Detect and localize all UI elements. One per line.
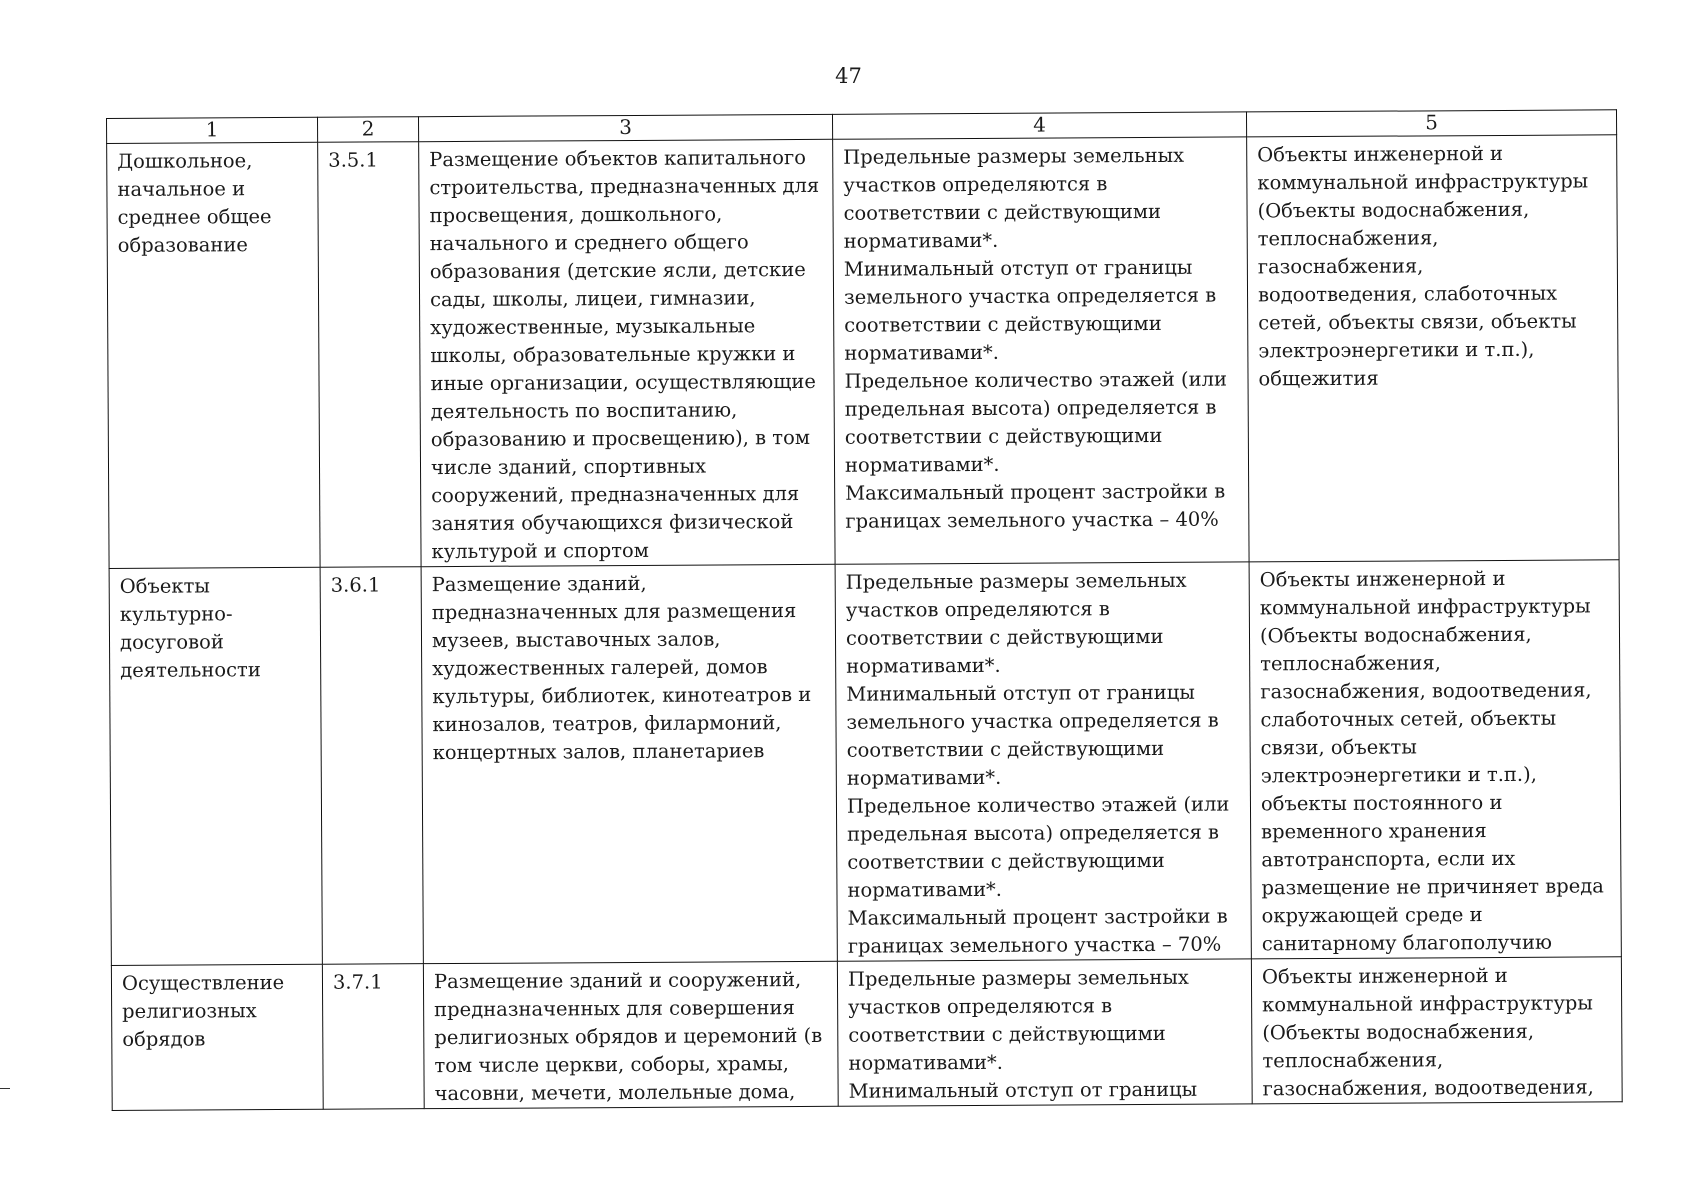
table-row bbox=[111, 957, 1622, 1111]
header-col-1: 1 bbox=[107, 117, 318, 143]
cell-line: участков определяются в bbox=[843, 172, 1108, 197]
cell-line: Объекты инженерной и bbox=[1259, 566, 1506, 592]
cell-line: начального и среднего общего bbox=[429, 230, 749, 256]
cell-line: соответствии с действующими bbox=[848, 1021, 1166, 1047]
cell-line: школы, образовательные кружки и bbox=[430, 342, 796, 368]
cell-line: теплоснабжения, bbox=[1260, 651, 1441, 676]
cell-line: Минимальный отступ от границы bbox=[843, 255, 1193, 281]
cell-line: деятельность по воспитанию, bbox=[430, 398, 738, 424]
cell-line: сооружений, предназначенных для bbox=[431, 482, 800, 508]
cell-line: газоснабжения, bbox=[1257, 254, 1424, 279]
cell-line: числе зданий, спортивных bbox=[430, 454, 707, 480]
cell-line: участков определяются в bbox=[848, 994, 1113, 1019]
cell-line: коммунальной инфраструктуры bbox=[1259, 594, 1591, 620]
cell-line: Объекты bbox=[119, 574, 210, 598]
cell-line: Дошкольное, bbox=[117, 149, 253, 173]
cell-line: соответствии с действующими bbox=[847, 848, 1165, 874]
use-type-name bbox=[109, 567, 322, 965]
cell-line: Осуществление bbox=[121, 970, 285, 995]
cell-line: предельная высота) определяется в bbox=[844, 395, 1217, 421]
cell-line: санитарному благополучию bbox=[1261, 930, 1553, 956]
cell-line: художественные, музыкальные bbox=[430, 314, 756, 340]
scan-edge-mark bbox=[0, 1088, 10, 1089]
use-type-auxiliary bbox=[1251, 957, 1622, 1104]
cell-line: земельного участка определяется в bbox=[843, 283, 1217, 309]
zoning-table bbox=[106, 109, 1623, 1111]
cell-line: (Объекты водоснабжения, bbox=[1259, 622, 1532, 648]
cell-line: нормативами*. bbox=[846, 653, 1001, 678]
cell-line: теплоснабжения, bbox=[1257, 226, 1439, 251]
table-row bbox=[109, 560, 1621, 966]
cell-line: среднее общее bbox=[117, 205, 272, 229]
cell-line: теплоснабжения, bbox=[1262, 1048, 1444, 1073]
cell-line: Минимальный отступ от границы bbox=[846, 680, 1195, 706]
cell-line: (Объекты водоснабжения, bbox=[1257, 197, 1530, 223]
use-type-parameters bbox=[833, 137, 1249, 564]
cell-line: Предельные размеры земельных bbox=[847, 965, 1189, 991]
cell-line: электроэнергетики и т.п.), bbox=[1258, 337, 1535, 363]
cell-line: предназначенных для размещения bbox=[431, 599, 797, 625]
cell-line: газоснабжения, водоотведения, bbox=[1260, 678, 1592, 704]
use-type-name bbox=[107, 142, 320, 568]
cell-line: предназначенных для совершения bbox=[434, 996, 795, 1022]
cell-line: временного хранения bbox=[1261, 819, 1487, 844]
cell-line: соответствии с действующими bbox=[844, 311, 1162, 337]
cell-line: Размещение зданий, bbox=[431, 571, 647, 597]
cell-line: коммунальной инфраструктуры bbox=[1262, 991, 1593, 1017]
cell-line: нормативами*. bbox=[844, 340, 999, 365]
use-type-parameters bbox=[837, 959, 1252, 1106]
cell-line: кинозалов, театров, филармоний, bbox=[432, 711, 782, 737]
cell-line: участков определяются в bbox=[845, 597, 1110, 622]
use-type-auxiliary bbox=[1249, 560, 1621, 959]
header-col-4: 4 bbox=[832, 112, 1246, 139]
page-number: 47 bbox=[835, 64, 862, 88]
use-type-code: 3.5.1 bbox=[318, 142, 421, 568]
cell-line: религиозных bbox=[122, 999, 257, 1023]
cell-line: религиозных обрядов и церемоний (в bbox=[434, 1023, 823, 1050]
cell-line: нормативами*. bbox=[848, 1050, 1004, 1075]
cell-line: часовни, мечети, молельные дома, bbox=[434, 1080, 796, 1106]
cell-line: связи, объекты bbox=[1260, 735, 1417, 760]
cell-line: объекты постоянного и bbox=[1260, 790, 1503, 816]
use-type-description bbox=[419, 139, 835, 566]
cell-line: электроэнергетики и т.п.), bbox=[1260, 762, 1537, 788]
cell-line: Максимальный процент застройки в bbox=[845, 479, 1226, 505]
cell-line: культурой и спортом bbox=[431, 538, 649, 564]
cell-line: Минимальный отступ от границы bbox=[848, 1077, 1198, 1103]
cell-line: музеев, выставочных залов, bbox=[431, 627, 721, 653]
use-type-code: 3.6.1 bbox=[320, 567, 423, 965]
cell-line: сетей, объекты связи, объекты bbox=[1258, 309, 1577, 335]
cell-line: соответствии с действующими bbox=[843, 199, 1162, 225]
cell-line: общежития bbox=[1258, 366, 1379, 391]
cell-line: концертных залов, планетариев bbox=[432, 739, 765, 765]
cell-line: Объекты инженерной и bbox=[1257, 141, 1504, 167]
cell-line: художественных галерей, домов bbox=[432, 655, 768, 681]
cell-line: водоотведения, слаботочных bbox=[1257, 281, 1558, 307]
cell-line: строительства, предназначенных для bbox=[429, 173, 820, 200]
cell-line: Размещение зданий и сооружений, bbox=[433, 968, 802, 994]
cell-line: сады, школы, лицеи, гимназии, bbox=[429, 286, 756, 312]
cell-line: нормативами*. bbox=[846, 765, 1002, 790]
cell-line: соответствии с действующими bbox=[846, 736, 1165, 762]
header-col-3: 3 bbox=[418, 114, 832, 141]
cell-line: предельная высота) определяется в bbox=[847, 820, 1219, 846]
cell-line: Объекты инженерной и bbox=[1261, 963, 1508, 989]
cell-line: коммунальной инфраструктуры bbox=[1257, 169, 1589, 195]
use-type-name bbox=[111, 964, 323, 1110]
cell-line: том числе церкви, соборы, храмы, bbox=[434, 1052, 790, 1078]
cell-line: обрядов bbox=[122, 1027, 206, 1051]
cell-line: соответствии с действующими bbox=[844, 423, 1163, 449]
cell-line: Предельные размеры земельных bbox=[845, 568, 1187, 594]
cell-line: деятельности bbox=[120, 658, 261, 682]
use-type-parameters bbox=[835, 562, 1251, 961]
cell-line: образованию и просвещению), в том bbox=[430, 425, 811, 452]
cell-line: Предельное количество этажей (или bbox=[846, 792, 1230, 818]
cell-line: Размещение объектов капитального bbox=[429, 145, 807, 172]
use-type-code: 3.7.1 bbox=[322, 964, 424, 1110]
header-col-2: 2 bbox=[317, 117, 418, 143]
use-type-description bbox=[421, 564, 837, 963]
use-type-auxiliary bbox=[1247, 135, 1619, 562]
cell-line: размещение не причиняет вреда bbox=[1261, 874, 1604, 900]
cell-line: газоснабжения, водоотведения, bbox=[1262, 1075, 1594, 1101]
cell-line: нормативами*. bbox=[847, 877, 1003, 902]
cell-line: просвещения, дошкольного, bbox=[429, 202, 723, 228]
cell-line: границах земельного участка – 70% bbox=[847, 932, 1222, 958]
cell-line: Предельное количество этажей (или bbox=[844, 367, 1228, 393]
cell-line: нормативами*. bbox=[844, 452, 1000, 477]
cell-line: нормативами*. bbox=[843, 228, 999, 253]
cell-line: культуры, библиотек, кинотеатров и bbox=[432, 682, 812, 709]
cell-line: иные организации, осуществляющие bbox=[430, 369, 816, 396]
cell-line: образование bbox=[117, 233, 248, 257]
header-col-5: 5 bbox=[1246, 110, 1616, 137]
cell-line: образования (детские ясли, детские bbox=[429, 257, 806, 284]
table-row bbox=[107, 135, 1619, 569]
cell-line: земельного участка определяется в bbox=[846, 708, 1219, 734]
cell-line: границах земельного участка – 40% bbox=[845, 507, 1219, 533]
cell-line: Максимальный процент застройки в bbox=[847, 904, 1228, 930]
cell-line: культурно- bbox=[119, 602, 233, 626]
cell-line: слаботочных сетей, объекты bbox=[1260, 706, 1557, 732]
cell-line: соответствии с действующими bbox=[845, 624, 1164, 650]
cell-line: Предельные размеры земельных bbox=[843, 143, 1185, 169]
use-type-description bbox=[423, 961, 838, 1108]
cell-line: окружающей среде и bbox=[1261, 903, 1483, 928]
cell-line: (Объекты водоснабжения, bbox=[1262, 1019, 1535, 1045]
cell-line: досуговой bbox=[119, 630, 224, 654]
cell-line: автотранспорта, если их bbox=[1261, 846, 1516, 872]
cell-line: занятия обучающихся физической bbox=[431, 510, 794, 536]
cell-line: начальное и bbox=[117, 177, 246, 201]
